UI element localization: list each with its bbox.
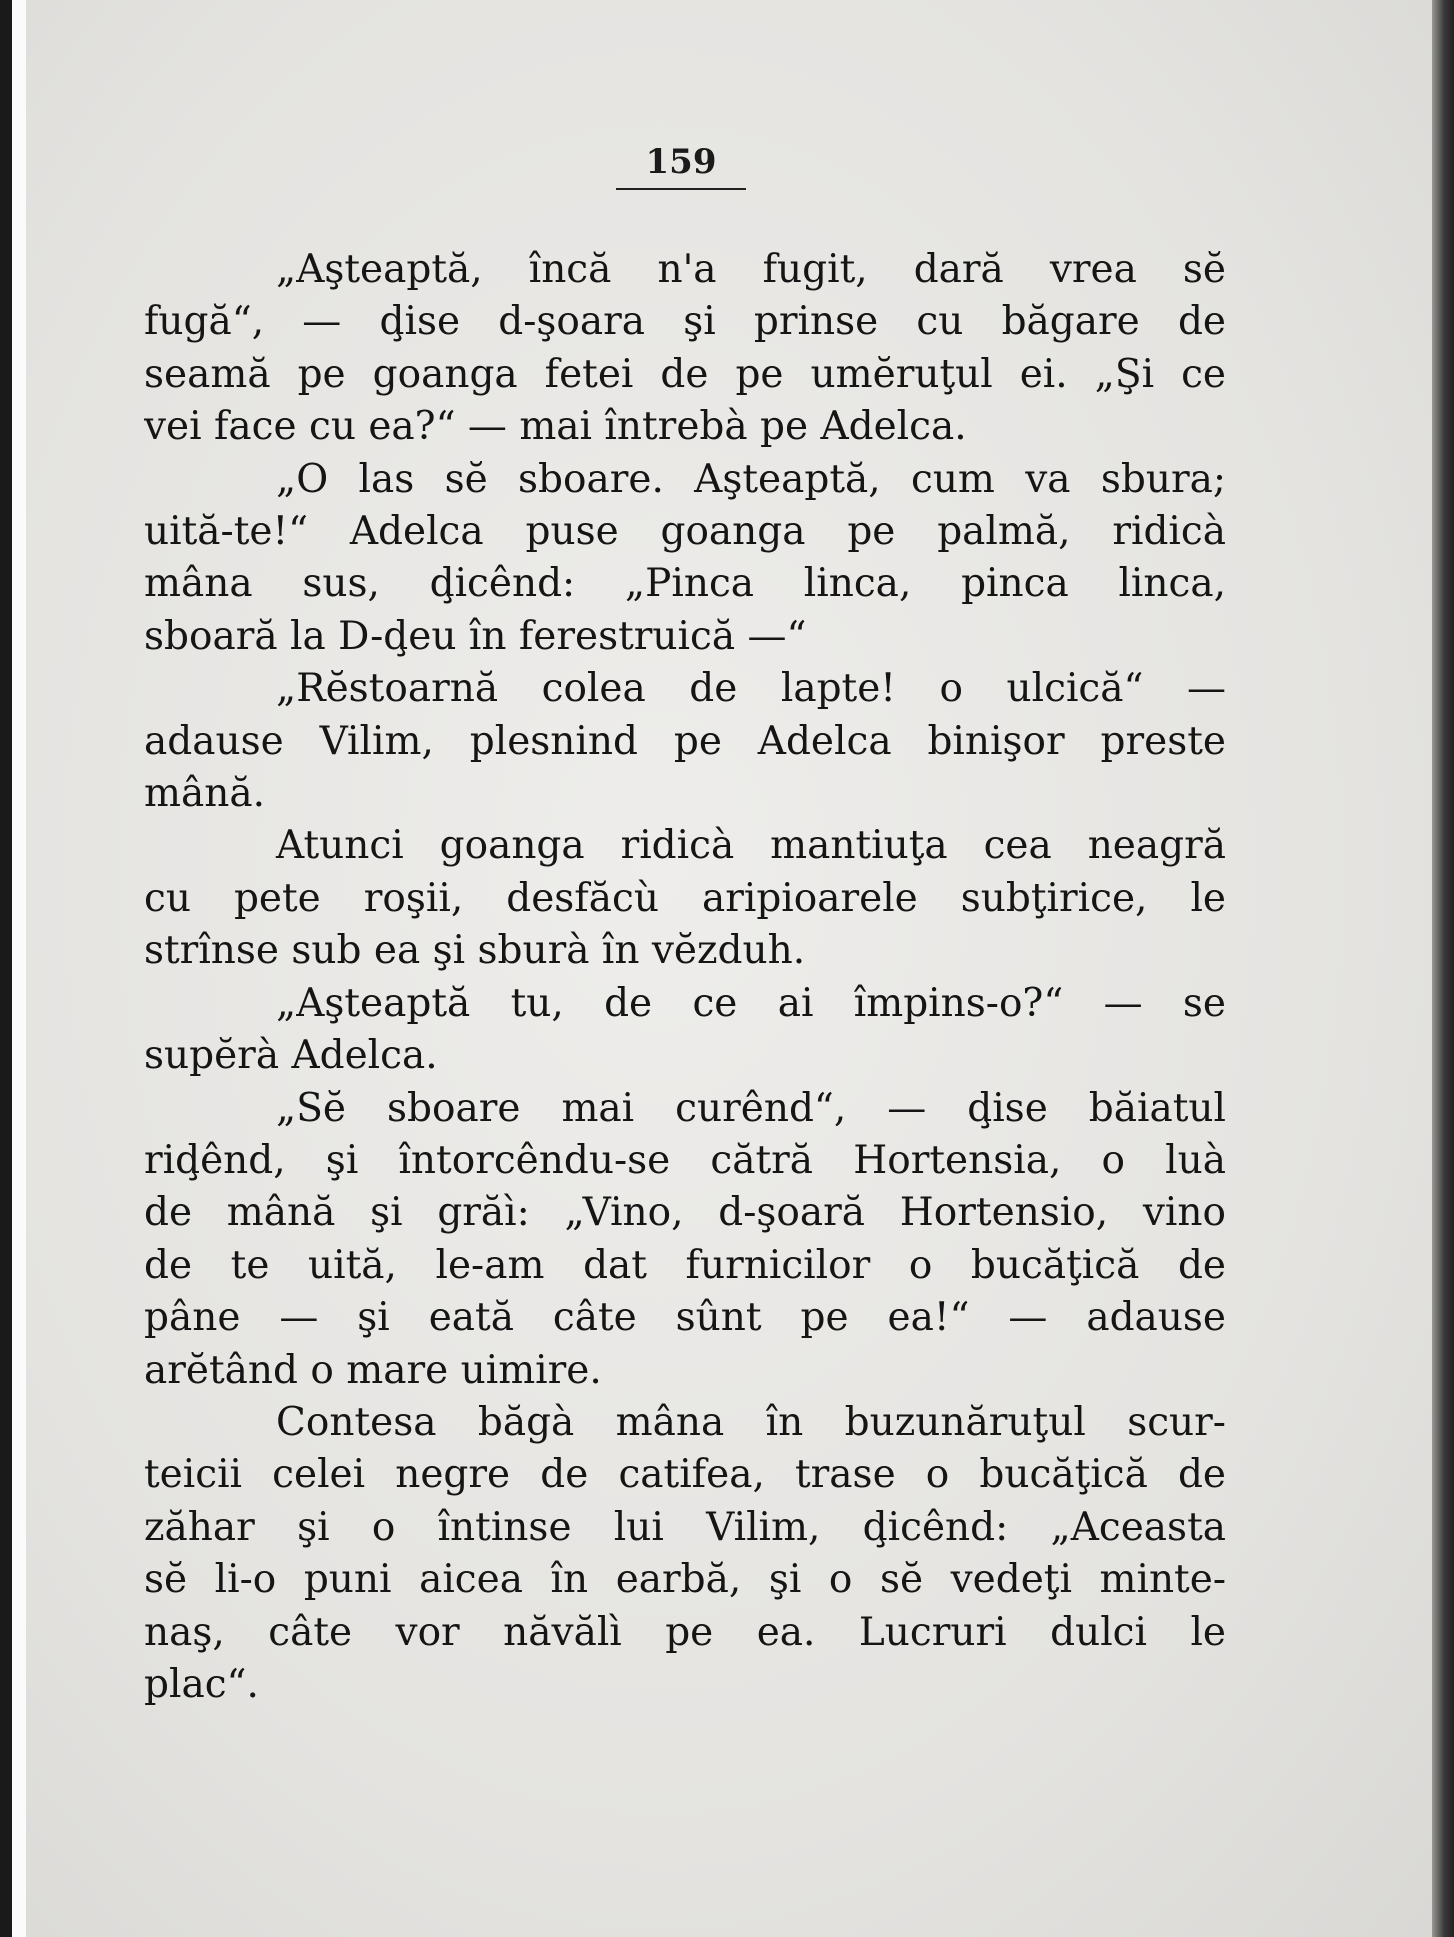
- text-line: sboară la D-ḑeu în ferestruică —“: [144, 613, 807, 659]
- text-line: „Aşteaptă tu, de ce ai împins-o?“ — se: [276, 980, 1226, 1026]
- scan-right-border: [1432, 0, 1454, 1937]
- text-line: seamă pe goanga fetei de pe umĕruţul ei. „Şi ce: [144, 351, 1226, 397]
- text-line: Contesa băgà mâna în buzunăruţul scur-: [276, 1399, 1226, 1445]
- scan-left-border: [0, 0, 12, 1937]
- text-line: uită-te!“ Adelca puse goanga pe palmă, ridicà: [144, 509, 1226, 555]
- text-line: plac“.: [144, 1661, 259, 1707]
- text-line: „Sĕ sboare mai curênd“, — ḑise băiatul: [276, 1085, 1226, 1131]
- text-line: Atunci goanga ridicà mantiuţa cea neagră: [276, 823, 1226, 869]
- text-line: „Aşteaptă, încă n'a fugit, dară vrea sĕ: [276, 247, 1226, 292]
- text-line: mână.: [144, 771, 265, 817]
- scan-left-gap: [12, 0, 26, 1937]
- text-line: „Rĕstoarnă colea de lapte! o ulcică“ —: [276, 666, 1226, 712]
- body-text: [144, 244, 1226, 1711]
- text-line: pâne — şi eată câte sûnt pe ea!“ — adause: [144, 1295, 1226, 1341]
- text-line: de mână şi grăì: „Vino, d-şoară Hortensio, vino: [144, 1190, 1226, 1236]
- text-line: fugă“, — ḑise d-şoara şi prinse cu băgare de: [144, 299, 1226, 345]
- text-line: „O las sĕ sboare. Aşteaptă, cum va sbura;: [276, 456, 1226, 502]
- text-line: supĕrà Adelca.: [144, 1033, 438, 1079]
- book-page: [26, 0, 1432, 1937]
- page-number: 159: [616, 142, 746, 190]
- text-line: riḑênd, şi întorcêndu-se cătră Hortensia, o luà: [144, 1137, 1226, 1183]
- text-line: sĕ li-o puni aicea în earbă, şi o sĕ vedeţi minte-: [144, 1557, 1226, 1603]
- text-line: arĕtând o mare uimire.: [144, 1347, 602, 1393]
- text-line: teicii celei negre de catifea, trase o bucăţică de: [144, 1452, 1226, 1498]
- text-line: cu pete roşii, desfăcù aripioarele subţirice, le: [144, 875, 1226, 921]
- text-line: mâna sus, ḑicênd: „Pinca linca, pinca linca,: [144, 561, 1226, 607]
- text-line: zăhar şi o întinse lui Vilim, ḑicênd: „Aceasta: [144, 1504, 1226, 1550]
- text-line: vei face cu ea?“ — mai întrebà pe Adelca.: [144, 404, 967, 450]
- text-line: adause Vilim, plesnind pe Adelca binişor preste: [144, 718, 1226, 764]
- text-line: strînse sub ea şi sburà în vĕzduh.: [144, 928, 806, 974]
- text-line: de te uită, le-am dat furnicilor o bucăţică de: [144, 1242, 1226, 1288]
- text-line: naş, câte vor năvălì pe ea. Lucruri dulci le: [144, 1609, 1226, 1655]
